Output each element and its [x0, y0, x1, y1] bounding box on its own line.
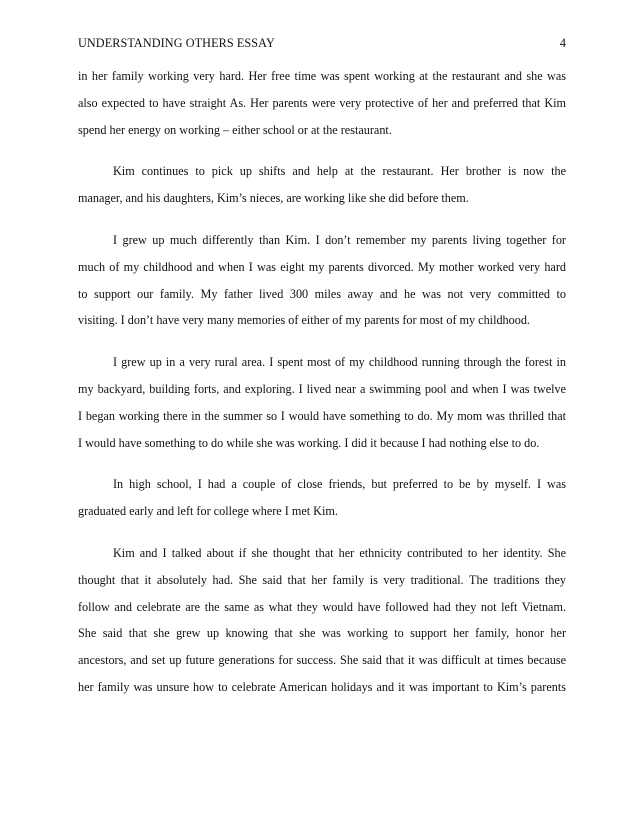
text-line: graduated early and left for college where I met Kim.	[78, 504, 338, 519]
text-line: Kim and I talked about if she thought that her ethnicity contributed to her identity. She	[113, 545, 566, 560]
text-line: my backyard, building forts, and exploring. I lived near a swimming pool and when I was twelve	[78, 381, 566, 396]
running-head	[78, 36, 566, 54]
paragraph	[78, 158, 566, 212]
text-line: spend her energy on working – either school or at the restaurant.	[78, 122, 392, 137]
running-head-title: UNDERSTANDING OTHERS ESSAY	[78, 36, 275, 50]
text-line: In high school, I had a couple of close friends, but preferred to be by myself. I was	[113, 477, 566, 492]
paragraph	[78, 349, 566, 456]
text-line: ancestors, and set up future generations for success. She said that it was difficult at times because	[78, 653, 566, 668]
text-line: follow and celebrate are the same as what they would have followed had they not left Vietnam.	[78, 599, 566, 614]
text-line: also expected to have straight As. Her parents were very protective of her and preferred that Kim	[78, 95, 566, 110]
page-number: 4	[559, 36, 566, 50]
paragraph	[78, 540, 566, 701]
text-line: I grew up much differently than Kim. I don’t remember my parents living together for	[113, 232, 566, 247]
paragraph	[78, 227, 566, 334]
paragraph	[78, 471, 566, 525]
text-line: She said that she grew up knowing that she was working to support her family, honor her	[78, 626, 566, 641]
text-line: I would have something to do while she was working. I did it because I had nothing else to do.	[78, 435, 540, 450]
essay-body	[78, 63, 566, 716]
text-line: visiting. I don’t have very many memories of either of my parents for most of my childhood.	[78, 313, 530, 328]
text-line: I grew up in a very rural area. I spent most of my childhood running through the forest in	[113, 355, 566, 370]
text-line: in her family working very hard. Her free time was spent working at the restaurant and she was	[78, 69, 566, 83]
paragraph	[78, 63, 566, 143]
text-line: thought that it absolutely had. She said that her family is very traditional. The traditions they	[78, 572, 566, 587]
text-line: manager, and his daughters, Kim’s nieces, are working like she did before them.	[78, 191, 469, 206]
text-line: to support our family. My father lived 300 miles away and he was not very committed to	[78, 286, 566, 301]
text-line: Kim continues to pick up shifts and help at the restaurant. Her brother is now the	[113, 164, 566, 179]
text-line: much of my childhood and when I was eight my parents divorced. My mother worked very hard	[78, 259, 566, 274]
text-line: I began working there in the summer so I would have something to do. My mom was thrilled that	[78, 408, 566, 423]
text-line: her family was unsure how to celebrate American holidays and it was important to Kim’s parents	[78, 679, 566, 694]
